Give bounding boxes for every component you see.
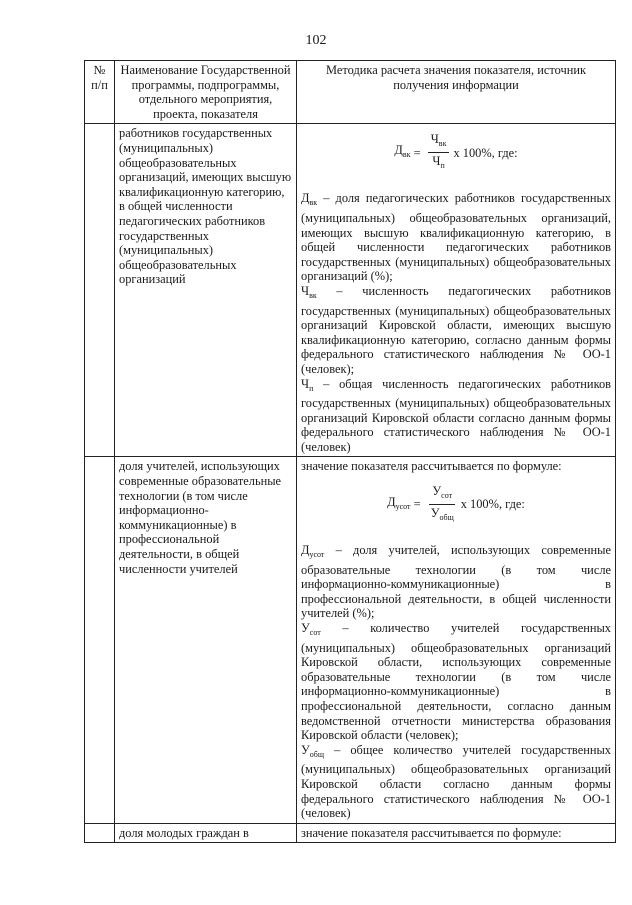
formula-fraction: $\frac{У_{сот}}{У_{общ}}$ [430, 484, 454, 523]
definition: $Ч_{вк}$ – численность педагогических работников государственных (муниципальных) общеобразовательных организаций Кировской области, имеющих высшую квалификационную категорию, согласно данным формы федерального статистического наблюдения № ОО-1 (человек); [301, 283, 611, 376]
row-number-cell [85, 823, 115, 843]
indicator-name: доля учителей, использующих современные образовательные технологии (в том числе информационно-коммуникационные) в профессиональной деятельности, в общей численности учителей [115, 457, 297, 823]
indicator-name: доля молодых граждан в [115, 823, 297, 843]
method-cell [297, 124, 616, 457]
row-number-cell [85, 124, 115, 457]
definition: $Ч_п$ – общая численность педагогических работников государственных (муниципальных) общеобразовательных организаций Кировской области согласно данным формы федерального статистического наблюдения № ОО-1 (человек) [301, 376, 611, 454]
table-row [85, 124, 616, 457]
table-header-row [85, 61, 616, 124]
indicator-name: работников государственных (муниципальных) общеобразовательных организаций, имеющих высшую квалификационную категорию, в общей численности педагогических работников государственных (муниципальных) общеобразовательных организаций [115, 124, 297, 457]
table-row [85, 457, 616, 823]
indicator-table [84, 60, 616, 843]
formula-lhs: $Д_{усот}$ [387, 494, 411, 511]
formula-fraction: $\frac{Ч_{вк}}{Ч_п}$ [428, 132, 450, 173]
header-method: Методика расчета значения показателя, источник получения информации [297, 61, 616, 124]
method-cell [297, 457, 616, 823]
definition: $У_{сот}$ – количество учителей государственных (муниципальных) общеобразовательных организаций Кировской области, использующих современные образовательные технологии (в том числе информационно-коммуникационные) в профессиональной деятельности, согласно данным ведомственной отчетности министерства образования Кировской области (человек); [301, 621, 611, 743]
definition: $Д_{вк}$ – доля педагогических работников государственных (муниципальных) общеобразовательных организаций, имеющих высшую квалификационную категорию, в общей численности педагогических работников государственных (муниципальных) общеобразовательных организаций (%); [301, 191, 611, 284]
definition: $Д_{усот}$ – доля учителей, использующих современные образовательные технологии (в том числе информационно-коммуникационные) в профессиональной деятельности, в общей численности учителей (%); [301, 543, 611, 621]
formula: $Д_{усот}$ = $\frac{У_{сот}}{У_{общ}}$ x 100%, где: [301, 484, 611, 525]
formula-intro: значение показателя рассчитывается по формуле: [301, 459, 562, 474]
formula-intro: значение показателя рассчитывается по формуле: [301, 825, 562, 840]
row-number-cell [85, 457, 115, 823]
header-name: Наименование Государственной программы, подпрограммы, отдельного мероприятия, проекта, показателя [115, 61, 297, 124]
page-number: 102 [305, 33, 327, 48]
method-cell [297, 823, 616, 843]
formula: $Д_{вк}$ = $\frac{Ч_{вк}}{Ч_п}$ x 100%, где: [301, 132, 611, 173]
formula-lhs: $Д_{вк}$ [394, 143, 411, 160]
table-row [85, 823, 616, 843]
header-number: № п/п [85, 61, 115, 124]
definition: $У_{общ}$ – общее количество учителей государственных (муниципальных) общеобразовательных организаций Кировской области согласно данным формы федерального статистического наблюдения № ОО-1 (человек) [301, 742, 611, 821]
